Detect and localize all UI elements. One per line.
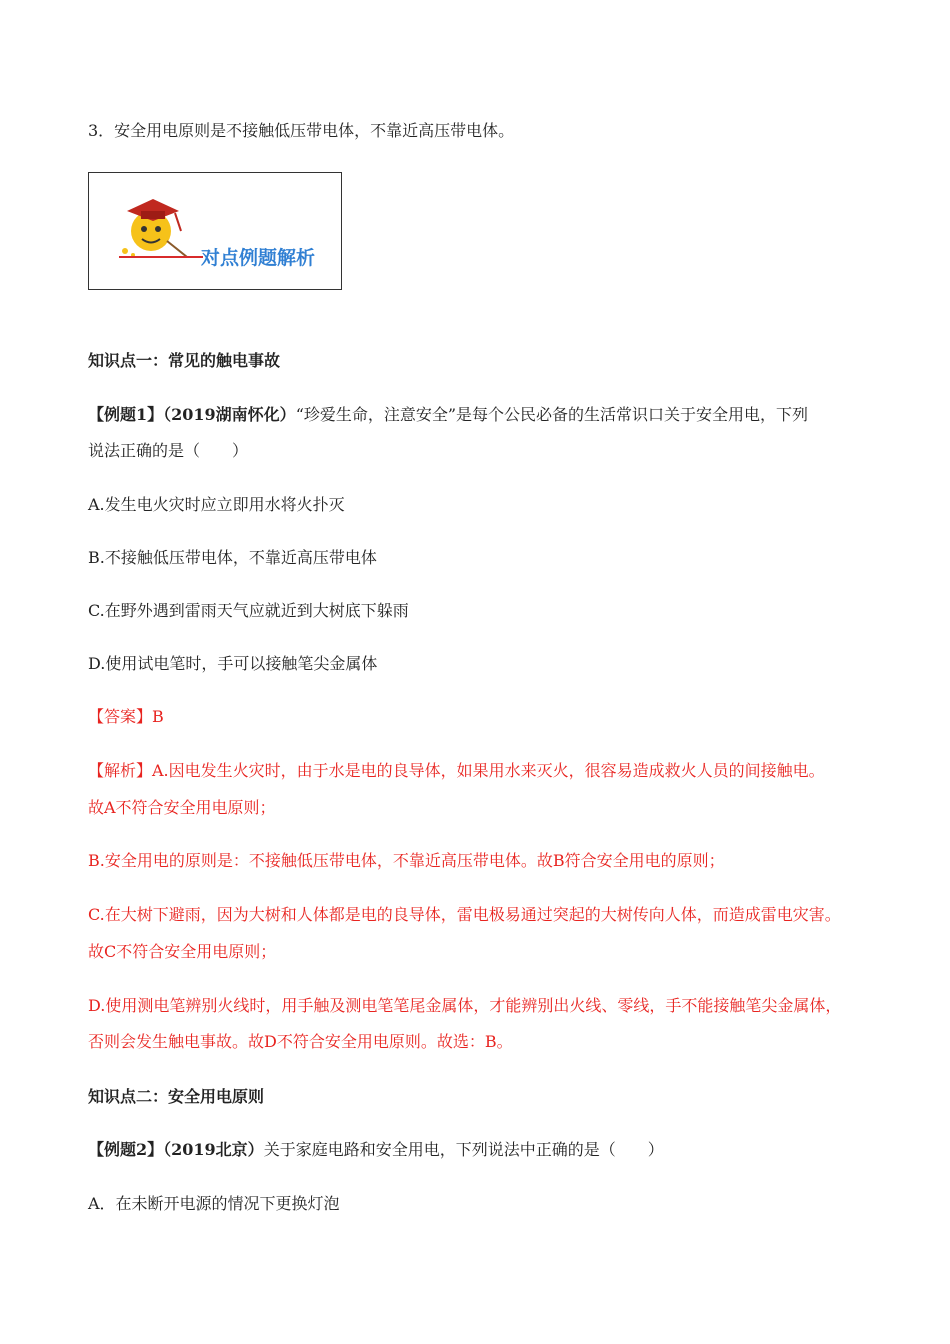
example-1-stem-line-2: 说法正确的是（ ） xyxy=(88,441,249,460)
example-1-analysis-line-4: C.在大树下避雨，因为大树和人体都是电的良导体，雷电极易通过突起的大树传向人体，而造成雷电灾害。 xyxy=(88,905,841,924)
example-1-analysis-line-6: D.使用测电笔辨别火线时，用手触及测电笔笔尾金属体，才能辨别出火线、零线，手不能接触笔尖金属体， xyxy=(88,996,842,1015)
example-1-answer: 【答案】B xyxy=(88,707,164,726)
example-1-tag: 【例题1】 xyxy=(88,405,164,424)
example-1-stem: “珍爱生命，注意安全”是每个公民必备的生活常识口关于安全用电，下列 xyxy=(295,405,809,424)
knowledge-point-1-title: 知识点一：常见的触电事故 xyxy=(88,351,281,370)
example-1-analysis-line-7: 否则会发生触电事故。故D不符合安全用电原则。故选：B。 xyxy=(88,1032,513,1051)
item-3-text: 3．安全用电原则是不接触低压带电体，不靠近高压带电体。 xyxy=(88,121,515,140)
example-1-option-a: A.发生电火灾时应立即用水将火扑灭 xyxy=(88,495,345,514)
example-1-option-b: B.不接触低压带电体，不靠近高压带电体 xyxy=(88,548,377,567)
example-1-option-d: D.使用试电笔时，手可以接触笔尖金属体 xyxy=(88,654,378,673)
example-1-analysis-line-3: B.安全用电的原则是：不接触低压带电体，不靠近高压带电体。故B符合安全用电的原则； xyxy=(88,851,725,870)
banner-divider xyxy=(119,256,203,258)
example-2-question: 关于家庭电路和安全用电，下列说法中正确的是（ ） xyxy=(263,1140,664,1159)
example-2-stem xyxy=(88,1139,664,1161)
example-1-source: （2019湖南怀化） xyxy=(163,405,296,424)
graduate-cap-smiley-icon xyxy=(109,183,199,273)
section-banner xyxy=(88,172,342,290)
example-2-tag: 【例题2】 xyxy=(88,1140,164,1159)
knowledge-point-2-title: 知识点二：安全用电原则 xyxy=(88,1087,265,1106)
example-2-source: （2019北京） xyxy=(163,1140,264,1159)
example-1-analysis-line-2: 故A不符合安全用电原则； xyxy=(88,798,276,817)
example-1-analysis-line-1: 【解析】A.因电发生火灾时，由于水是电的良导体，如果用水来灭火，很容易造成救火人员的间接触电。 xyxy=(88,761,825,780)
example-1-analysis-line-5: 故C不符合安全用电原则； xyxy=(88,942,277,961)
example-1-stem-line-1 xyxy=(88,404,808,426)
banner-label: 对点例题解析 xyxy=(201,247,316,269)
example-2-option-a: A．在未断开电源的情况下更换灯泡 xyxy=(88,1194,340,1213)
example-1-option-c: C.在野外遇到雷雨天气应就近到大树底下躲雨 xyxy=(88,601,409,620)
